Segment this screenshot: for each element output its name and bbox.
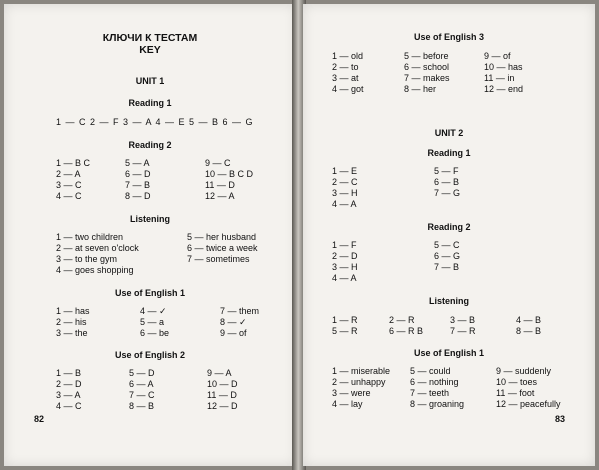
use-3-col-2: 5 — before 6 — school 7 — makes 8 — her bbox=[404, 51, 450, 94]
reading-1-col-1-right: 1 — E 2 — C 3 — H 4 — A bbox=[332, 166, 358, 209]
left-page bbox=[4, 4, 296, 466]
use-2-col-1: 1 — B 2 — D 3 — A 4 — C bbox=[56, 368, 82, 411]
use-1-col-1: 1 — has 2 — his 3 — the bbox=[56, 306, 90, 338]
use-1-col-2: 4 — ✓ 5 — a 6 — be bbox=[140, 306, 170, 338]
listening-col-2: 5 — her husband 6 — twice a week 7 — sometimes bbox=[187, 232, 258, 264]
use-of-english-1-heading: Use of English 1 bbox=[114, 288, 185, 298]
listening-row-2-c1: 5 — R bbox=[332, 326, 358, 336]
reading-1-col-2-right: 5 — F 6 — B 7 — G bbox=[434, 166, 461, 198]
use-of-english-1-heading-right: Use of English 1 bbox=[413, 348, 484, 358]
page-number-right: 83 bbox=[555, 414, 566, 424]
reading-2-col-1-right: 1 — F 2 — D 3 — H 4 — A bbox=[332, 240, 358, 283]
page-title: КЛЮЧИ К ТЕСТАМ bbox=[102, 32, 198, 44]
page-subtitle: KEY bbox=[139, 44, 161, 56]
use-1-col-2-right: 5 — could 6 — nothing 7 — teeth 8 — groaning bbox=[410, 366, 465, 409]
use-of-english-2-heading: Use of English 2 bbox=[114, 350, 185, 360]
reading-1-heading: Reading 1 bbox=[128, 98, 172, 108]
listening-row-1-c4: 4 — B bbox=[516, 315, 542, 325]
listening-heading-right: Listening bbox=[429, 296, 469, 306]
listening-row-1-c2: 2 — R bbox=[389, 315, 415, 325]
use-1-col-1-right: 1 — miserable 2 — unhappy 3 — were 4 — lay bbox=[332, 366, 391, 409]
listening-row-2-c3: 7 — R bbox=[450, 326, 476, 336]
listening-row-2-c4: 8 — B bbox=[516, 326, 542, 336]
listening-col-1: 1 — two children 2 — at seven o'clock 3 — to the gym 4 — goes shopping bbox=[56, 232, 139, 275]
use-2-col-2: 5 — D 6 — A 7 — C 8 — B bbox=[129, 368, 155, 411]
use-1-col-3-right: 9 — suddenly 10 — toes 11 — foot 12 — peacefully bbox=[496, 366, 561, 409]
unit-1-heading: UNIT 1 bbox=[135, 76, 165, 86]
reading-2-heading-right: Reading 2 bbox=[427, 222, 471, 232]
reading-2-col-1: 1 — B C 2 — A 3 — C 4 — C bbox=[56, 158, 91, 201]
listening-heading: Listening bbox=[130, 214, 170, 224]
use-3-col-1: 1 — old 2 — to 3 — at 4 — got bbox=[332, 51, 364, 94]
reading-2-col-3: 9 — C 10 — B C D 11 — D 12 — A bbox=[205, 158, 254, 201]
reading-1-heading-right: Reading 1 bbox=[427, 148, 471, 158]
page-number-left: 82 bbox=[34, 414, 45, 424]
use-of-english-3-heading: Use of English 3 bbox=[413, 32, 484, 42]
right-page bbox=[303, 4, 595, 466]
use-2-col-3: 9 — A 10 — D 11 — D 12 — D bbox=[207, 368, 238, 411]
listening-row-1-c3: 3 — B bbox=[450, 315, 476, 325]
listening-row-1-c1: 1 — R bbox=[332, 315, 358, 325]
unit-2-heading: UNIT 2 bbox=[434, 128, 464, 138]
reading-2-col-2: 5 — A 6 — D 7 — B 8 — D bbox=[125, 158, 151, 201]
reading-2-heading: Reading 2 bbox=[128, 140, 172, 150]
use-1-col-3: 7 — them 8 — ✓ 9 — of bbox=[220, 306, 260, 338]
reading-2-col-2-right: 5 — C 6 — G 7 — B bbox=[434, 240, 461, 272]
use-3-col-3: 9 — of 10 — has 11 — in 12 — end bbox=[484, 51, 524, 94]
reading-1-answers: 1 — C 2 — F 3 — A 4 — E 5 — B 6 — G bbox=[56, 117, 253, 127]
listening-row-2-c2: 6 — R B bbox=[389, 326, 424, 336]
